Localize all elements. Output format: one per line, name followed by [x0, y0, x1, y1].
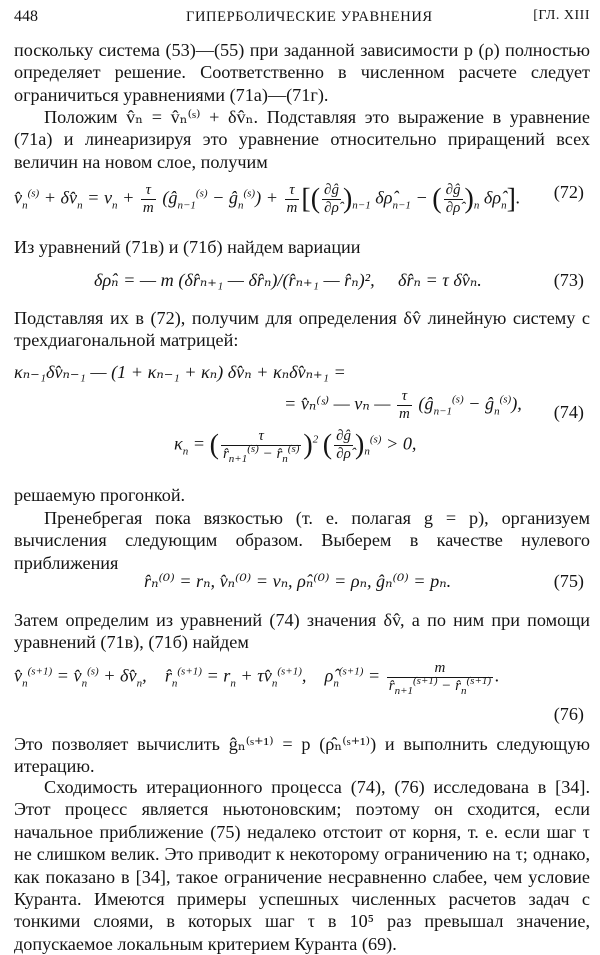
- page-number: 448: [14, 8, 38, 25]
- equation-74: κₙ₋₁δv̂ₙ₋₁ — (1 + κₙ₋₁ + κₙ) δv̂ₙ + κₙδv̂ₙ₊₁ = = v̂ₙ⁽ˢ⁾ — vₙ — $\frac{\tau}{m}$ ($ĝ_{n-1}^{(s)}$ − $ĝ_n^{(s)}$), $\kappa_n$ = ( $\frac{\tau}{r̂_{n+1}^{(s)} - r̂_n^{(s)}}$ )$^2$ ( $\frac{\partial ĝ}{\partial\rhô}$ )$_n^{(s)} > 0$, (74): [14, 362, 584, 465]
- equation-number-73: (73): [553, 270, 584, 290]
- paragraph-6: Пренебрегая пока вязкостью (т. е. полагая g = p), организуем вычисления следующим образом. Выберем в качестве нулевого приближения: [14, 508, 590, 573]
- equation-74-line-1: κₙ₋₁δv̂ₙ₋₁ — (1 + κₙ₋₁ + κₙ) δv̂ₙ + κₙδv̂ₙ₊₁ =: [14, 362, 346, 382]
- equation-75-initial-approx: r̂ₙ⁽⁰⁾ = rₙ, v̂ₙ⁽⁰⁾ = vₙ, ρ̂ₙ⁽⁰⁾ = ρₙ, ĝₙ⁽⁰⁾ = pₙ.: [144, 571, 452, 591]
- paragraph-9: Сходимость итерационного процесса (74), (76) исследована в [34]. Этот процесс является ньютоновским; поэтому он сходится, если начальное приближение (75) недалеко отстоит от корня, т. е. если шаг τ не слишком велик. Это приводит к некоторому ограничению на τ; однако, как показано в [34], такое ограничение несравненно слабее, чем условие Куранта. Имеются примеры успешных численных расчетов задач с тонкими слоями, в которых шаг τ в 10⁵ раз превышал значение, допускаемое локальным критерием Куранта (69).: [14, 777, 590, 954]
- equation-number-72: (72): [553, 182, 584, 202]
- chapter-label: [ГЛ. XIII: [533, 8, 590, 23]
- equation-74-line-2: = v̂ₙ⁽ˢ⁾ — vₙ —: [284, 393, 391, 414]
- equation-72: $v̂_n^{(s)}$ + $\delta v̂_n = v_n$ + $\frac{\tau}{m}$ ($ĝ_{n-1}^{(s)}$ − $ĝ_n^{(s)}$) + $\frac{\tau}{m}$ [( $\frac{\partial ĝ}{\partial\rhô}$ )$_{n-1}$ $\delta\rhô_{n-1}$ − ( $\frac{\partial ĝ}{\partial\rhô}$ )$_n$ $\delta\rhô_n$]. (72): [14, 182, 584, 216]
- running-title: ГИПЕРБОЛИЧЕСКИЕ УРАВНЕНИЯ: [186, 9, 433, 25]
- paragraph-3: Из уравнений (71в) и (71б) найдем вариации: [14, 237, 361, 257]
- paragraph-5: решаемую прогонкой.: [14, 485, 186, 505]
- equation-number-76: (76): [553, 704, 584, 724]
- equation-73-variation-rho: δρ̂ₙ = — m (δr̂ₙ₊₁ — δr̂ₙ)/(r̂ₙ₊₁ — r̂ₙ)²,: [94, 270, 375, 290]
- equation-73-variation-r: δr̂ₙ = τ δv̂ₙ.: [398, 270, 482, 290]
- paragraph-2: Положим v̂ₙ = v̂ₙ⁽ˢ⁾ + δv̂ₙ. Подставляя это выражение в уравнение (71а) и линеаризируя это уравнение относительно приращений всех величин на новом слое, получим: [14, 107, 590, 172]
- paragraph-4: Подставляя их в (72), получим для определения δv̂ линейную систему с трехдиагональной матрицей:: [14, 308, 590, 351]
- paragraph-7: Затем определим из уравнений (74) значения δv̂, а по ним при помощи уравнений (71в), (71б) найдем: [14, 610, 590, 653]
- paragraph-8: Это позволяет вычислить ĝₙ⁽ˢ⁺¹⁾ = p (ρ̂ₙ⁽ˢ⁺¹⁾) и выполнить следующую итерацию.: [14, 734, 590, 777]
- equation-76: $v̂_n^{(s+1)}$ = $v̂_n^{(s)}$ + $\delta v̂_n$, $r̂_n^{(s+1)} = r_n$ + $\tau v̂_n^{(s+1)}$, $\rhô_n^{(s+1)}$ = $\frac{m}{r̂_{n+1}^{(s+1)} - r̂_n^{(s+1)}}$ . (76): [14, 660, 584, 724]
- equation-number-75: (75): [553, 571, 584, 591]
- page-header: [14, 8, 590, 30]
- equation-number-74: (74): [553, 402, 584, 422]
- paragraph-1: поскольку система (53)—(55) при заданной зависимости p (ρ) полностью определяет решение. Соответственно в численном расчете следует ограничиться уравнениями (71а)—(71г).: [14, 40, 590, 105]
